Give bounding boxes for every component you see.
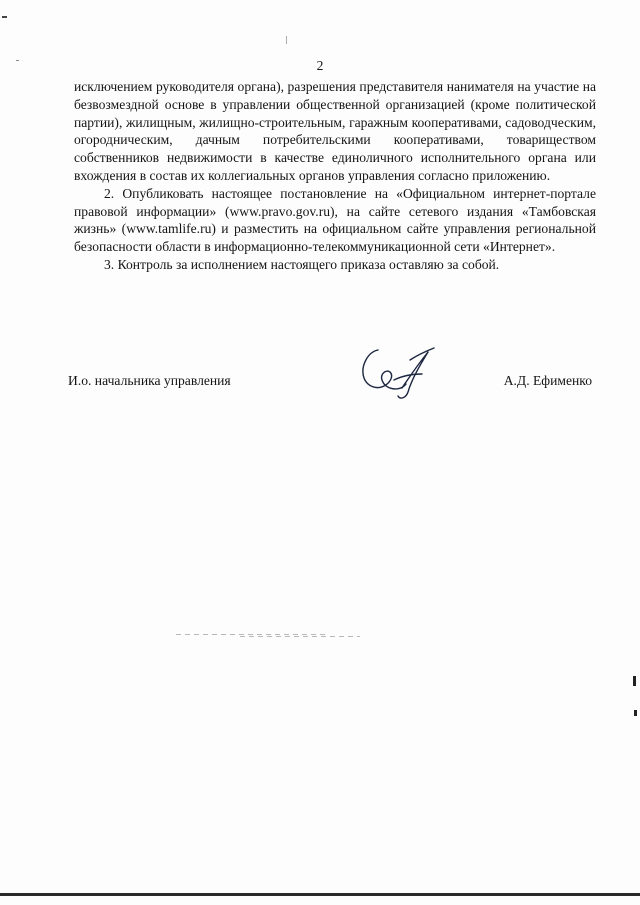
paragraph-publication: 2. Опубликовать настоящее постановление на «Официальном интернет-портале правовой информации» (www.pravo.gov.ru), на сайте сетевого издания «Тамбовская жизнь» (www.tamlife.ru) и разместить на официальном сайте управления региональной безопасности области в информационно-телекоммуникационной сети «Интернет». xyxy=(74,185,596,255)
paragraph-continuation: исключением руководителя органа), разрешения представителя нанимателя на участие на безвозмездной основе в управлении общественной организацией (кроме политической партии), жилищным, жилищно-строительным, гаражным кооперативами, садоводческим, огородническим, дачным потребительскими кооперативами, товариществом собственников недвижимости в качестве единоличного исполнительного органа или вхождения в состав их коллегиальных органов управления согласно приложению. xyxy=(74,79,596,183)
signature-row xyxy=(68,373,592,393)
page-number: 2 xyxy=(316,58,324,73)
scan-artifact-line xyxy=(176,634,326,635)
signatory-name: А.Д. Ефименко xyxy=(503,373,592,388)
scan-mark-top-center xyxy=(286,36,287,44)
document-body xyxy=(74,78,596,274)
paragraph-control: 3. Контроль за исполнением настоящего приказа оставляю за собой. xyxy=(104,256,500,272)
handwritten-signature xyxy=(350,340,440,404)
scan-mark-right xyxy=(634,710,637,716)
scan-mark-top-left xyxy=(2,16,7,18)
scan-mark-right xyxy=(633,676,636,686)
scan-bottom-edge xyxy=(0,893,640,896)
scan-artifact-line xyxy=(240,636,360,637)
signatory-position: И.о. начальника управления xyxy=(68,373,231,388)
